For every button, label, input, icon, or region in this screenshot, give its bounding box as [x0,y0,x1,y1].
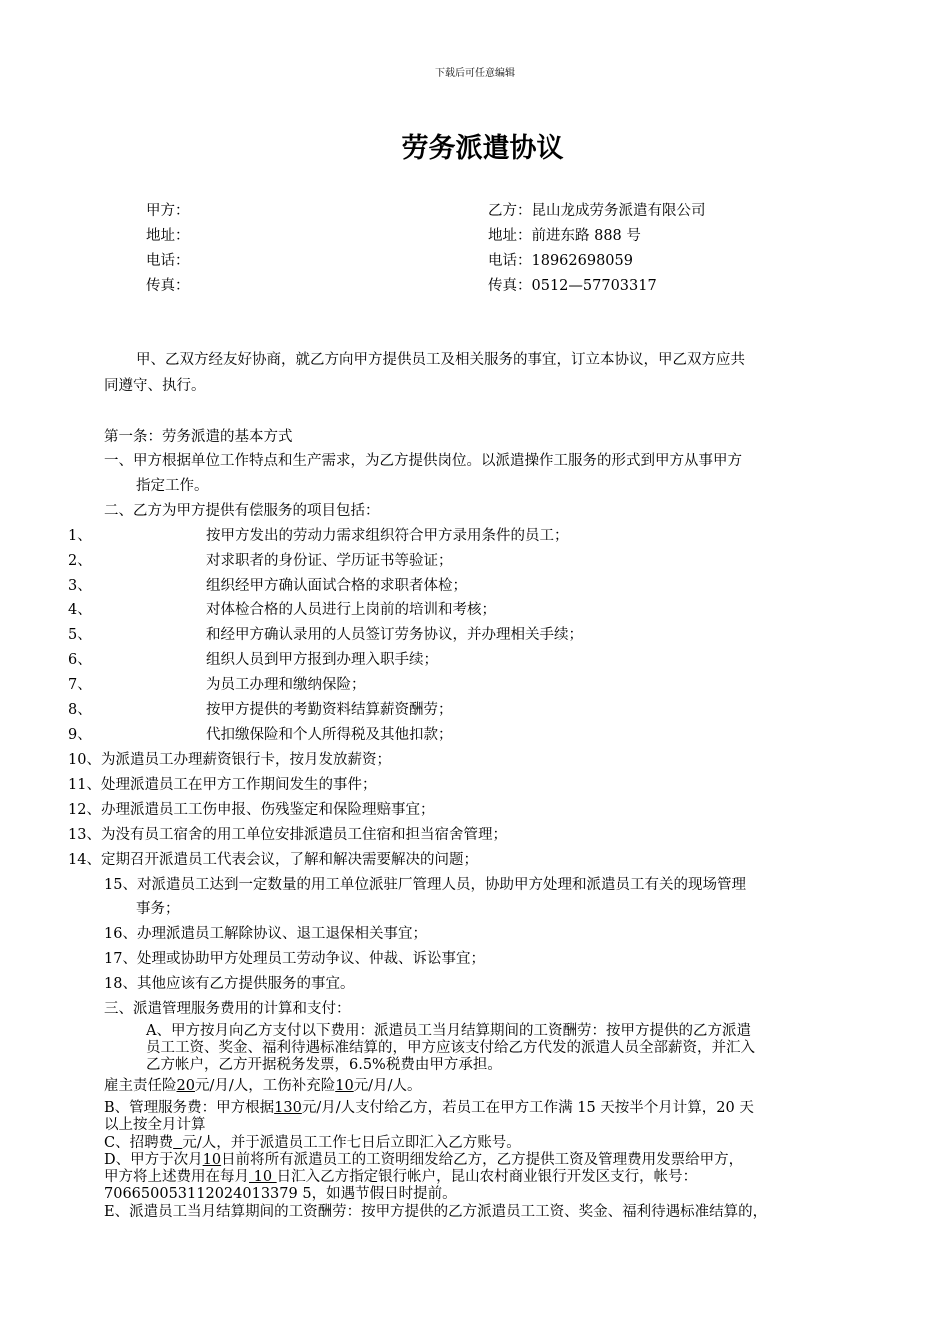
insurance-line [104,1077,421,1095]
clause-1-line-1: 一、甲方根据单位工作特点和生产需求，为乙方提供岗位。以派遣操作工服务的形式到甲方从事甲方 [104,453,742,469]
item-number: 7、 [68,677,92,693]
clause-2-heading: 二、乙方为甲方提供有偿服务的项目包括： [104,503,380,519]
item-text: 对求职者的身份证、学历证书等验证； [206,553,453,569]
clause-3a-line-3: 乙方帐户，乙方开据税务发票，6.5%税费由甲方承担。 [146,1057,502,1073]
party-b-name: 乙方：昆山龙成劳务派遣有限公司 [488,203,706,219]
item-number: 4、 [68,602,92,618]
clause-3d-line2-post: 日汇入乙方指定银行帐户，昆山农村商业银行开发区支行，帐号： [276,1169,698,1185]
article-1-heading: 第一条：劳务派遣的基本方式 [104,429,293,445]
clause-3c-pre: C、招聘费 [104,1135,174,1151]
item-text: 代扣缴保险和个人所得税及其他扣款； [206,727,453,743]
insurance-post: 元/月/人。 [353,1078,422,1094]
clause-3d-line2-pre: 甲方将上述费用在每月 [104,1169,249,1185]
header-note: 下载后可任意编辑 [435,68,515,79]
item-number: 9、 [68,727,92,743]
item-text: 组织经甲方确认面试合格的求职者体检； [206,578,467,594]
party-a-fax-label: 传真： [146,278,190,294]
party-a-address-label: 地址： [146,228,190,244]
list-item: 13、为没有员工宿舍的用工单位安排派遣员工住宿和担当宿舍管理； [68,827,507,843]
item-15-line-2: 事务； [136,901,180,917]
payment-day: 10 [249,1169,277,1185]
item-number: 5、 [68,627,92,643]
injury-supplement-fee: 10 [335,1078,354,1094]
clause-3a-line-1: A、甲方按月向乙方支付以下费用：派遣员工当月结算期间的工资酬劳：按甲方提供的乙方派遣 [146,1023,751,1039]
clause-3d-line-2 [104,1168,697,1186]
item-number: 2、 [68,553,92,569]
item-text: 按甲方发出的劳动力需求组织符合甲方录用条件的员工； [206,528,569,544]
item-number: 1、 [68,528,92,544]
item-number: 8、 [68,702,92,718]
item-text: 为员工办理和缴纳保险； [206,677,366,693]
list-item: 18、其他应该有乙方提供服务的事宜。 [104,976,355,992]
clause-3d-pre: D、甲方于次月 [104,1152,203,1168]
item-number: 6、 [68,652,92,668]
list-item: 17、处理或协助甲方处理员工劳动争议、仲裁、诉讼事宜； [104,951,485,967]
list-item: 16、办理派遣员工解除协议、退工退保相关事宜； [104,926,427,942]
party-b-fax: 传真：0512—57703317 [488,278,657,294]
party-a-name-label: 甲方： [146,203,190,219]
management-fee: 130 [274,1100,302,1116]
clause-3b-pre: B、管理服务费：甲方根据 [104,1100,275,1116]
insurance-pre: 雇主责任险 [104,1078,177,1094]
clause-3d-line-3: 706650053112024013379 5，如遇节假日时提前。 [104,1186,457,1202]
list-item: 10、为派遣员工办理薪资银行卡，按月发放薪资； [68,752,391,768]
list-item: 12、办理派遣员工工伤申报、伤残鉴定和保险理赔事宜； [68,802,435,818]
clause-3e-line-1: E、派遣员工当月结算期间的工资酬劳：按甲方提供的乙方派遣员工工资、奖金、福利待遇标准结算的， [104,1204,768,1220]
party-b-address: 地址：前进东路 888 号 [488,228,641,244]
item-text: 按甲方提供的考勤资料结算薪资酬劳； [206,702,453,718]
list-item: 14、定期召开派遣员工代表会议，了解和解决需要解决的问题； [68,852,478,868]
intro-line-1: 甲、乙双方经友好协商，就乙方向甲方提供员工及相关服务的事宜，订立本协议，甲乙双方应共 [136,352,745,368]
clause-3b-post: 元/月/人支付给乙方，若员工在甲方工作满 15 天按半个月计算，20 天 [301,1100,754,1116]
clause-3a-line-2: 员工工资、奖金、福利待遇标准结算的，甲方应该支付给乙方代发的派遣人员全部薪资，并汇入 [146,1040,755,1056]
insurance-mid: 元/月/人，工伤补充险 [194,1078,336,1094]
clause-3c-post: 元/人，并于派遣员工工作七日后立即汇入乙方账号。 [182,1135,521,1151]
employer-liability-fee: 20 [176,1078,195,1094]
clause-3-heading: 三、派遣管理服务费用的计算和支付： [104,1001,351,1017]
item-number: 3、 [68,578,92,594]
document-title: 劳务派遣协议 [401,133,564,164]
clause-3d-mid: 日前将所有派遣员工的工资明细发给乙方，乙方提供工资及管理费用发票给甲方， [221,1152,744,1168]
party-b-phone: 电话：18962698059 [488,253,633,269]
item-text: 和经甲方确认录用的人员签订劳务协议，并办理相关手续； [206,627,583,643]
recruitment-fee-blank [173,1135,182,1151]
list-item: 11、处理派遣员工在甲方工作期间发生的事件； [68,777,377,793]
party-a-phone-label: 电话： [146,253,190,269]
item-text: 对体检合格的人员进行上岗前的培训和考核； [206,602,496,618]
clause-3b-line-1 [104,1099,754,1117]
clause-3d-line-1 [104,1151,743,1169]
clause-3b-line-2: 以上按全月计算 [104,1117,206,1133]
item-text: 组织人员到甲方报到办理入职手续； [206,652,438,668]
clause-1-line-2: 指定工作。 [136,478,209,494]
clause-3c [104,1134,521,1152]
intro-line-2: 同遵守、执行。 [104,378,206,394]
payslip-day: 10 [202,1152,222,1168]
item-15-line-1: 15、对派遣员工达到一定数量的用工单位派驻厂管理人员，协助甲方处理和派遣员工有关的现场管理 [104,877,746,893]
